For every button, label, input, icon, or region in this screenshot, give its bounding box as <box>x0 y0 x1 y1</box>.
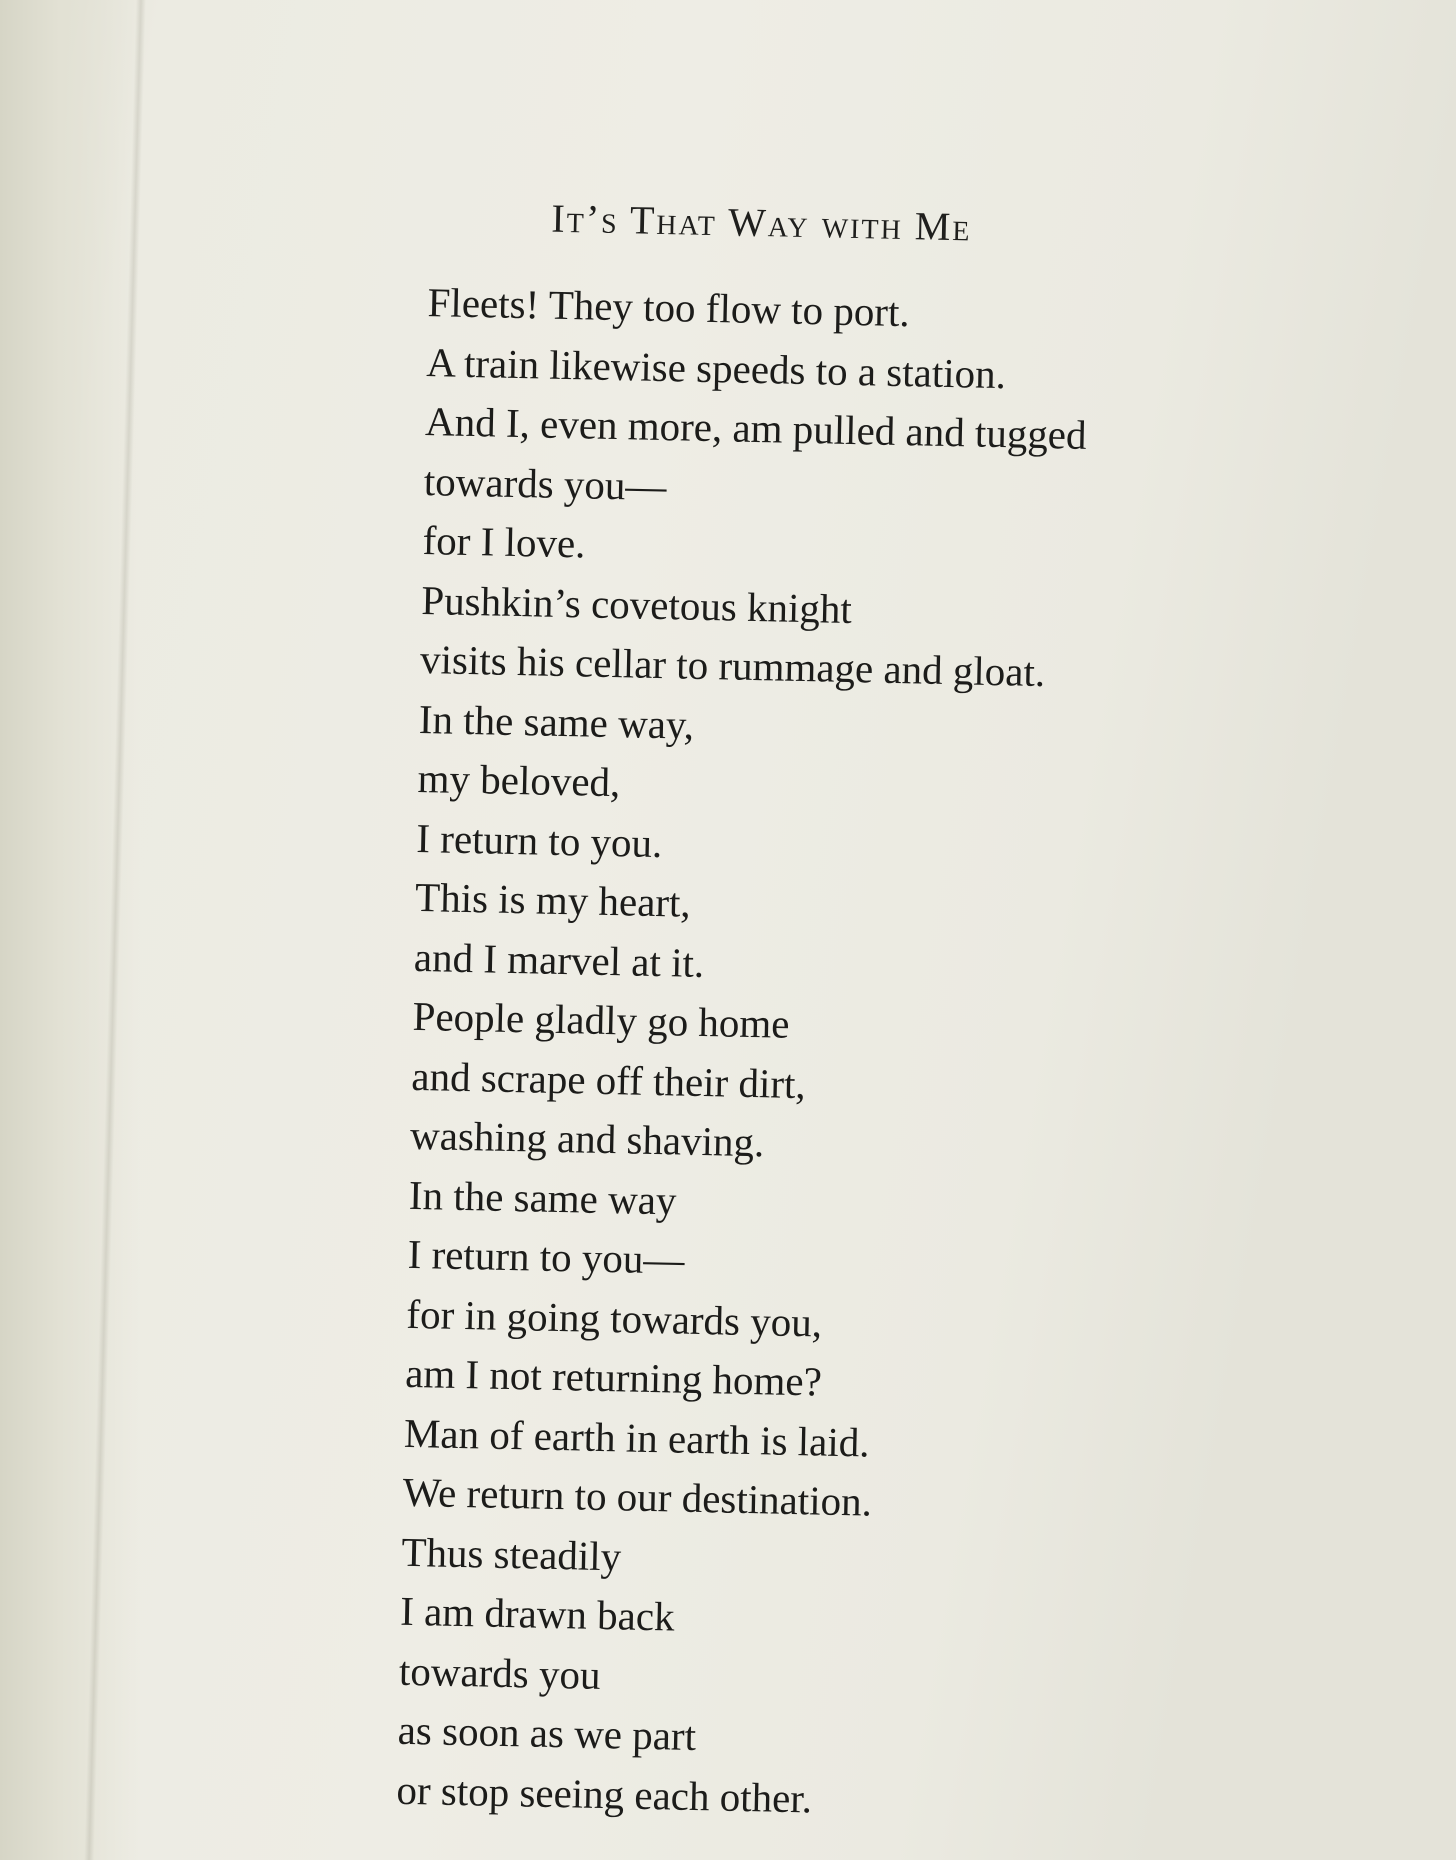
poem <box>296 190 1250 1837</box>
poem-line: towards you— <box>423 457 667 509</box>
poem-line: I am drawn back <box>399 1587 676 1640</box>
poem-line: In the same way, <box>418 695 695 748</box>
poem-line: for I love. <box>422 517 586 567</box>
poem-line: Pushkin’s covetous knight <box>420 576 853 632</box>
poem-line: am I not returning home? <box>404 1349 823 1405</box>
poem-line: Thus steadily <box>401 1528 622 1579</box>
poem-line: And I, even more, am pulled and tugged <box>424 398 1088 458</box>
poem-line: This is my heart, <box>414 873 692 926</box>
poem-line: In the same way <box>408 1171 677 1223</box>
poem-line: Man of earth in earth is laid. <box>403 1409 871 1466</box>
poem-line: I return to you— <box>407 1230 685 1283</box>
poem-line: Fleets! They too flow to port. <box>427 279 911 336</box>
poem-line: or stop seeing each other. <box>396 1766 813 1821</box>
poem-line: washing and shaving. <box>409 1111 765 1166</box>
poem-title: It’s That Way with Me <box>550 195 972 250</box>
poem-line: and I marvel at it. <box>413 933 705 986</box>
poem-line: We return to our destination. <box>402 1468 873 1525</box>
poem-line: and scrape off their dirt, <box>410 1052 807 1107</box>
poem-line: People gladly go home <box>412 992 791 1047</box>
poem-line: I return to you. <box>415 814 663 866</box>
poem-lines <box>296 271 1248 1837</box>
poem-line: as soon as we part <box>397 1706 697 1759</box>
poem-line: for in going towards you, <box>406 1290 823 1346</box>
poem-line: towards you <box>398 1647 602 1698</box>
poem-line: my beloved, <box>417 754 621 806</box>
poem-line: visits his cellar to rummage and gloat. <box>419 635 1046 696</box>
poem-line: A train likewise speeds to a station. <box>425 338 1007 397</box>
